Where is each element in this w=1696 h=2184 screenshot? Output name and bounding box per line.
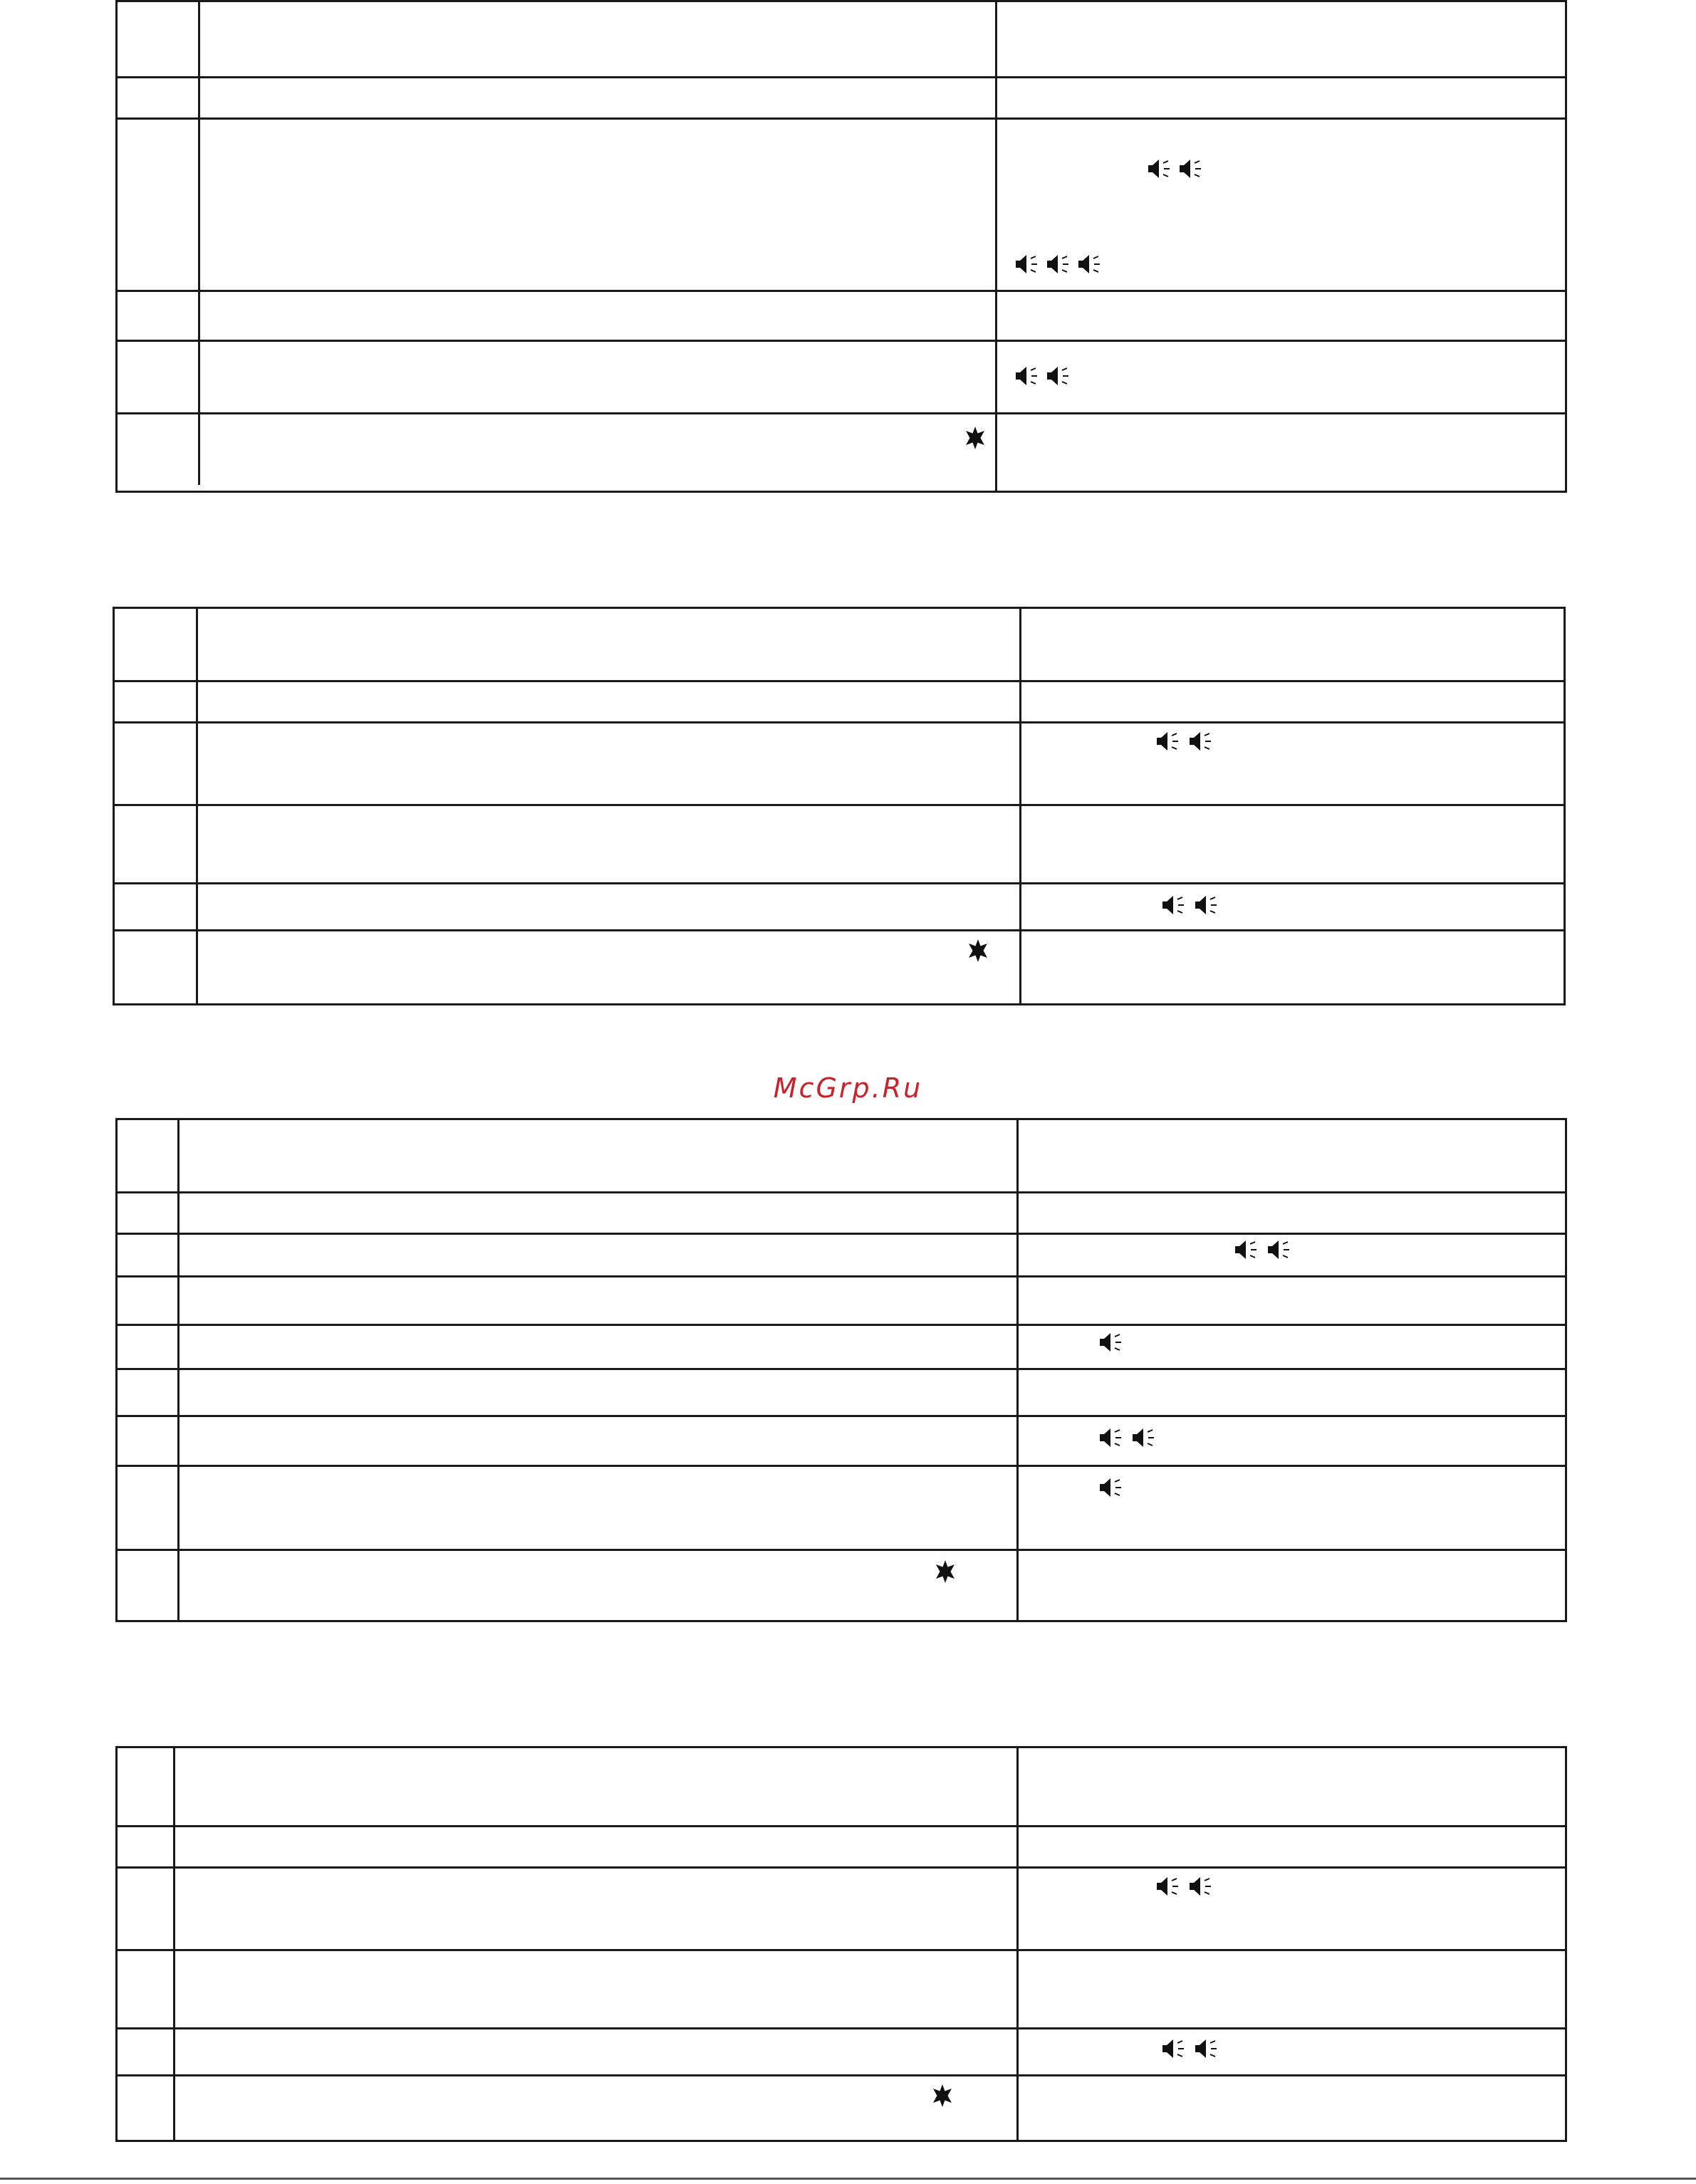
- table-2-col-divider: [196, 609, 198, 1003]
- table-4-row-divider: [118, 1949, 1565, 1951]
- table-1-row-divider: [118, 117, 1565, 120]
- speaker-icon: [1147, 158, 1172, 179]
- speaker-icon: [1046, 365, 1071, 387]
- table-3-col-divider: [177, 1120, 180, 1620]
- table-1-row-divider: [118, 290, 1565, 292]
- table-2: [113, 607, 1566, 1005]
- page-bottom-rule: [0, 2178, 1696, 2180]
- table-4-row-divider: [118, 1866, 1565, 1869]
- table-3-row-divider: [118, 1368, 1565, 1370]
- speaker-icon: [1014, 365, 1040, 387]
- speaker-icon: [1098, 1477, 1124, 1498]
- speaker-icon: [1155, 731, 1181, 752]
- speaker-icon: [1014, 254, 1040, 275]
- table-2-row-divider: [115, 804, 1564, 806]
- speaker-icon: [1194, 2038, 1219, 2059]
- speaker-icon: [1098, 1427, 1124, 1448]
- speaker-icon: [1194, 894, 1219, 916]
- speaker-icon: [1234, 1239, 1259, 1260]
- speaker-icon: [1155, 1876, 1181, 1897]
- speaker-icon: [1178, 158, 1204, 179]
- table-1-row-divider: [118, 340, 1565, 342]
- table-3-row-divider: [118, 1549, 1565, 1551]
- table-4-row-divider: [118, 2074, 1565, 2076]
- speaker-icon: [1098, 1332, 1124, 1353]
- table-3: [115, 1118, 1567, 1622]
- table-3-col-divider: [1016, 1120, 1019, 1620]
- speaker-icon: [1188, 731, 1214, 752]
- star-icon: [933, 1559, 957, 1584]
- watermark: McGrp.Ru: [773, 1072, 923, 1104]
- speaker-icon: [1046, 254, 1071, 275]
- table-2-col-divider: [1019, 609, 1021, 1003]
- speaker-icon: [1077, 254, 1103, 275]
- star-icon: [963, 426, 987, 450]
- speaker-icon: [1131, 1427, 1157, 1448]
- table-1-col-divider: [198, 2, 200, 485]
- star-icon: [930, 2084, 954, 2108]
- table-1-row-divider: [118, 76, 1565, 78]
- table-1-row-divider: [118, 412, 1565, 414]
- table-3-row-divider: [118, 1465, 1565, 1467]
- table-3-row-divider: [118, 1415, 1565, 1417]
- speaker-icon: [1161, 2038, 1187, 2059]
- table-4-col-divider: [1016, 1748, 1019, 2140]
- table-2-row-divider: [115, 680, 1564, 682]
- table-2-row-divider: [115, 721, 1564, 723]
- star-icon: [966, 939, 990, 963]
- table-1: [115, 0, 1567, 493]
- table-3-row-divider: [118, 1191, 1565, 1193]
- table-4-col-divider: [173, 1748, 175, 2140]
- table-4: [115, 1746, 1567, 2142]
- table-3-row-divider: [118, 1275, 1565, 1278]
- speaker-icon: [1188, 1876, 1214, 1897]
- table-2-row-divider: [115, 882, 1564, 884]
- speaker-icon: [1266, 1239, 1292, 1260]
- table-4-row-divider: [118, 1825, 1565, 1827]
- table-1-col-divider: [995, 2, 997, 491]
- table-4-row-divider: [118, 2027, 1565, 2029]
- speaker-icon: [1161, 894, 1187, 916]
- table-3-row-divider: [118, 1233, 1565, 1235]
- table-2-row-divider: [115, 929, 1564, 931]
- table-3-row-divider: [118, 1324, 1565, 1326]
